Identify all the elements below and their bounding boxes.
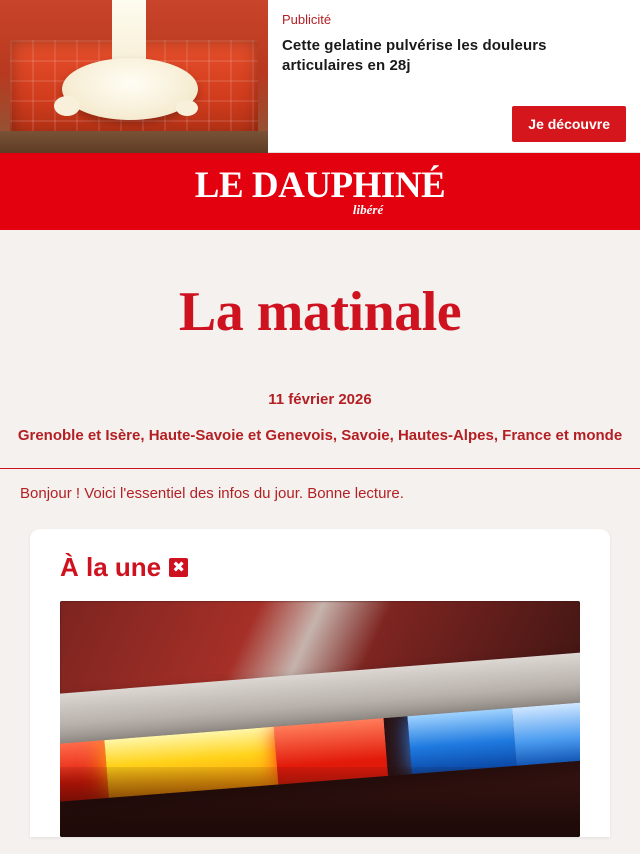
brand-logo-subtitle: libéré	[352, 201, 384, 217]
ad-image-cream-drip-right	[176, 100, 198, 116]
newsletter-header	[0, 230, 640, 505]
advertisement-headline: Cette gelatine pulvérise les douleurs articulaires en 28j	[282, 37, 547, 74]
photo-shadow-overlay	[60, 767, 580, 837]
cross-mark-icon: ✖	[169, 558, 188, 577]
headline-card	[30, 529, 610, 837]
ad-image-table-surface	[0, 131, 268, 153]
headline-photo[interactable]	[60, 601, 580, 837]
photo-light-blue-right	[512, 702, 580, 766]
card-section-title-text: À la une	[60, 552, 162, 582]
card-section-title	[60, 551, 580, 583]
newsletter-date: 11 février 2026	[268, 391, 372, 408]
advertisement-cta-wrapper	[512, 106, 626, 142]
newsletter-greeting: Bonjour ! Voici l'essentiel des infos du jour. Bonne lecture.	[20, 485, 404, 502]
newsletter-regions: Grenoble et Isère, Haute-Savoie et Genevois, Savoie, Hautes-Alpes, France et monde	[17, 427, 623, 444]
brand-logo-main: LE DAUPHINÉ	[194, 164, 446, 206]
advertisement-image[interactable]	[0, 0, 268, 153]
advertisement-banner[interactable]	[0, 0, 640, 153]
advertisement-body	[268, 0, 640, 152]
brand-logo[interactable]	[194, 164, 446, 217]
page-title: La matinale	[178, 281, 462, 343]
photo-light-blue	[407, 708, 516, 774]
advertisement-label: Publicité	[282, 12, 332, 27]
ad-image-cream-drip-left	[54, 96, 80, 116]
masthead[interactable]	[0, 153, 640, 230]
advertisement-cta-button[interactable]: Je découvre	[512, 106, 626, 142]
